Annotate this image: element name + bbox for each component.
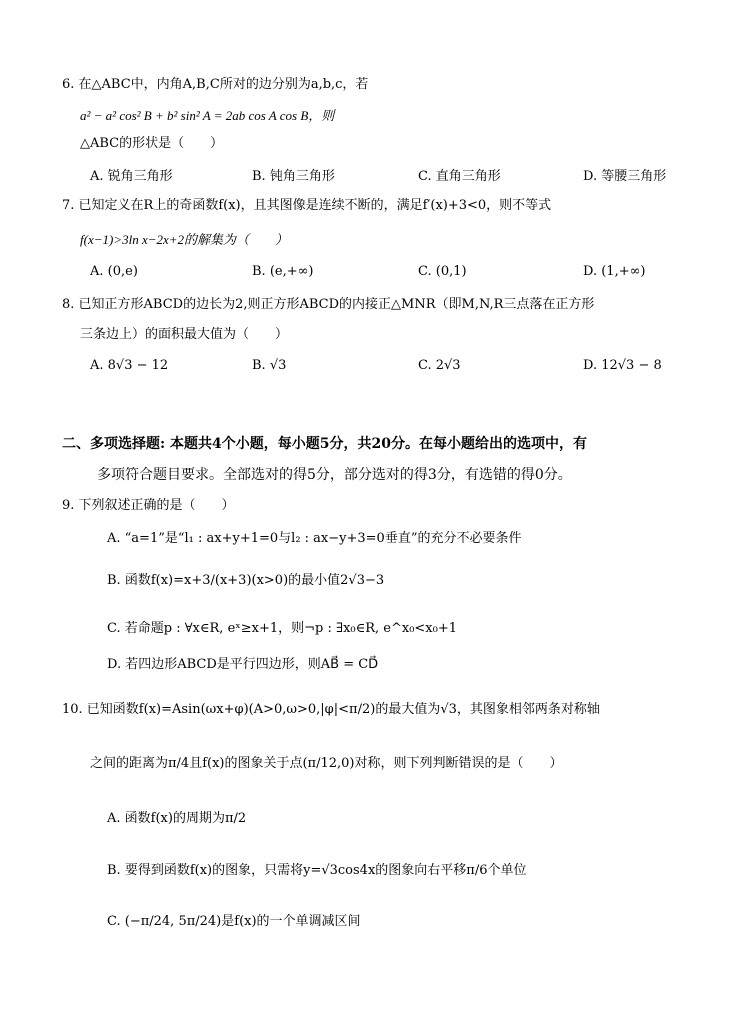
q10-option-c: C. (−π/24, 5π/24)是f(x)的一个单调减区间 (107, 914, 361, 929)
q6-stem-equation: a² − a² cos² B + b² sin² A = 2ab cos A cos B，则 (80, 108, 335, 123)
q10-stem-line1: 10. 已知函数f(x)=Asin(ωx+φ)(A>0,ω>0,|φ|<π/2)的最大值为√3，其图象相邻两条对称轴 (62, 702, 600, 717)
q7-stem-line2: f(x−1)>3ln x−2x+2的解集为（ ） (80, 232, 289, 247)
q8-stem-line1: 8. 已知正方形ABCD的边长为2,则正方形ABCD的内接正△MNR（即M,N,R三点落在正方形 (62, 297, 595, 312)
q9-option-a: A. “a=1”是“l₁ : ax+y+1=0与l₂ : ax−y+3=0垂直”的充分不必要条件 (107, 531, 522, 546)
q6-option-b: B. 钝角三角形 (252, 169, 335, 184)
q8-option-b: B. √3 (252, 358, 287, 373)
q10-option-b: B. 要得到函数f(x)的图象，只需将y=√3cos4x的图象向右平移π/6个单位 (107, 863, 527, 878)
q7-stem-line1: 7. 已知定义在R上的奇函数f(x)，且其图像是连续不断的，满足f′(x)+3<0，则不等式 (62, 198, 552, 213)
q6-option-a: A. 锐角三角形 (90, 169, 173, 184)
q9-option-d: D. 若四边形ABCD是平行四边形，则AB⃗ = CD⃗ (107, 657, 379, 672)
q9-option-b: B. 函数f(x)=x+3/(x+3)(x>0)的最小值2√3−3 (107, 573, 385, 588)
q8-option-d: D. 12√3 − 8 (583, 358, 662, 373)
q8-option-c: C. 2√3 (418, 358, 461, 373)
q8-option-a: A. 8√3 − 12 (90, 358, 169, 373)
q7-option-a: A. (0,e) (90, 264, 138, 279)
q6-stem-line3: △ABC的形状是（ ） (80, 136, 224, 151)
q9-option-c: C. 若命题p : ∀x∈R, eˣ≥x+1，则¬p : ∃x₀∈R, e^x₀<x₀+1 (107, 621, 458, 636)
q7-option-d: D. (1,+∞) (583, 264, 646, 279)
q7-option-c: C. (0,1) (418, 264, 467, 279)
q6-option-d: D. 等腰三角形 (583, 169, 667, 184)
q6-stem-line1: 6. 在△ABC中，内角A,B,C所对的边分别为a,b,c，若 (62, 77, 369, 92)
q10-option-a: A. 函数f(x)的周期为π/2 (107, 811, 247, 826)
q9-stem: 9. 下列叙述正确的是（ ） (62, 498, 235, 513)
section2-heading-line2: 多项符合题目要求。全部选对的得5分，部分选对的得3分，有选错的得0分。 (97, 467, 572, 483)
q10-stem-line2: 之间的距离为π/4且f(x)的图象关于点(π/12,0)对称，则下列判断错误的是（ ） (90, 756, 563, 771)
q7-option-b: B. (e,+∞) (252, 264, 314, 279)
q6-option-c: C. 直角三角形 (418, 169, 501, 184)
q8-stem-line2: 三条边上）的面积最大值为（ ） (80, 327, 289, 342)
section2-heading-line1: 二、多项选择题: 本题共4个小题，每小题5分，共20分。在每小题给出的选项中，有 (62, 436, 588, 452)
